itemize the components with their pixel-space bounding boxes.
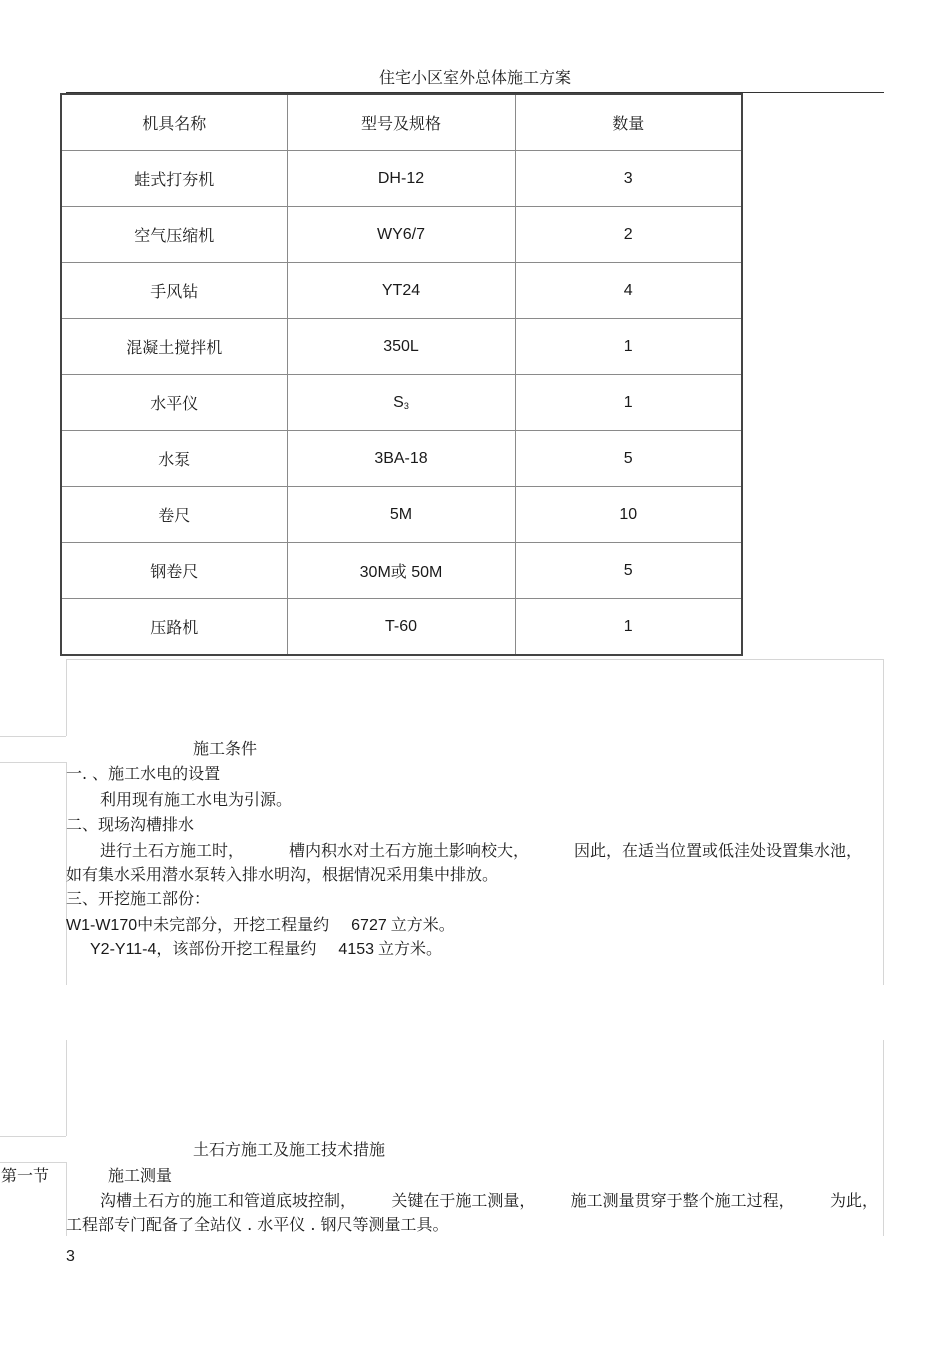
item-body (100, 840, 862, 862)
item-title: 二、现场沟槽排水 (66, 815, 195, 834)
unit: 立方米。 (378, 939, 443, 958)
frame-line (66, 659, 884, 660)
item-line (66, 914, 455, 937)
text-segment: ，该部份开挖工程量约 (156, 939, 317, 958)
frame-line (66, 1040, 67, 1136)
cell-model (287, 375, 515, 431)
quantity-value: 6727 (351, 917, 387, 934)
text-segment: 中未完部分，开挖工程量约 (137, 915, 330, 934)
cell-name: 混凝土搅拌机 (61, 319, 287, 375)
table-row (61, 431, 742, 487)
text-segment: 施工测量贯穿于整个施工过程， (570, 1191, 795, 1210)
pipe-range: W1-W170 (66, 917, 138, 934)
text-segment: 因此，在适当位置或低洼处设置集水池， (573, 841, 862, 860)
cell-qty: 5 (515, 543, 742, 599)
cell-model: 30M或 50M (287, 543, 515, 599)
item-body: 利用现有施工水电为引源。 (100, 790, 293, 809)
body-paragraph (100, 1190, 878, 1212)
cell-name: 空气压缩机 (61, 207, 287, 263)
text-segment: 槽内积水对土石方施土影响校大， (288, 841, 529, 860)
cell-name: 蛙式打夯机 (61, 151, 287, 207)
section-heading: 施工条件 (193, 739, 258, 758)
cell-model: DH-12 (287, 151, 515, 207)
cell-model: T-60 (287, 599, 515, 656)
table-row (61, 319, 742, 375)
table-row (61, 599, 742, 656)
frame-line (66, 660, 67, 736)
cell-qty: 1 (515, 375, 742, 431)
subsection-title: 施工测量 (108, 1166, 173, 1185)
frame-line (0, 736, 66, 737)
subsection-label: 第一节 (1, 1166, 50, 1185)
frame-line (0, 1136, 66, 1137)
frame-line (0, 1162, 66, 1163)
cell-qty: 5 (515, 431, 742, 487)
cell-name: 钢卷尺 (61, 543, 287, 599)
item-title: 一. 、施工水电的设置 (66, 764, 221, 783)
item-body-continuation: 如有集水采用潜水泵转入排水明沟，根据情况采用集中排放。 (66, 865, 499, 884)
cell-name: 卷尺 (61, 487, 287, 543)
cell-name: 水平仪 (61, 375, 287, 431)
table-row (61, 151, 742, 207)
table-row (61, 375, 742, 431)
text-segment: 关键在于施工测量， (391, 1191, 536, 1210)
cell-qty: 1 (515, 599, 742, 656)
cell-qty: 1 (515, 319, 742, 375)
page-header-title: 住宅小区室外总体施工方案 (378, 68, 571, 87)
table-row (61, 487, 742, 543)
cell-model: 3BA-18 (287, 431, 515, 487)
model-subscript: 3 (403, 400, 409, 411)
text-segment: 为此， (829, 1191, 878, 1210)
equipment-table (60, 93, 743, 656)
unit: 立方米。 (390, 915, 455, 934)
table-row (61, 263, 742, 319)
cell-name: 手风钻 (61, 263, 287, 319)
header-cell-name: 机具名称 (61, 94, 287, 151)
cell-qty: 2 (515, 207, 742, 263)
item-title: 三、开挖施工部份： (66, 889, 211, 908)
cell-qty: 4 (515, 263, 742, 319)
table-header-row (61, 94, 742, 151)
model-text: S (393, 393, 404, 411)
frame-line (0, 762, 66, 763)
text-segment: 沟槽土石方的施工和管道底坡控制， (100, 1191, 357, 1210)
cell-model: YT24 (287, 263, 515, 319)
table-row (61, 207, 742, 263)
pipe-range: Y2-Y11-4 (90, 941, 157, 958)
header-cell-qty: 数量 (515, 94, 742, 151)
cell-name: 压路机 (61, 599, 287, 656)
header-cell-model: 型号及规格 (287, 94, 515, 151)
frame-line (883, 660, 884, 985)
item-line (90, 938, 442, 961)
section-heading: 土石方施工及施工技术措施 (193, 1140, 386, 1159)
page-number: 3 (66, 1248, 75, 1265)
table-row (61, 543, 742, 599)
cell-model: 5M (287, 487, 515, 543)
cell-model: 350L (287, 319, 515, 375)
body-continuation: 工程部专门配备了全站仪 . 水平仪 . 钢尺等测量工具。 (66, 1215, 449, 1234)
cell-qty: 10 (515, 487, 742, 543)
quantity-value: 4153 (338, 941, 375, 958)
frame-line (883, 1040, 884, 1236)
text-segment: 进行土石方施工时， (100, 841, 245, 860)
cell-model: WY6/7 (287, 207, 515, 263)
cell-qty: 3 (515, 151, 742, 207)
cell-name: 水泵 (61, 431, 287, 487)
